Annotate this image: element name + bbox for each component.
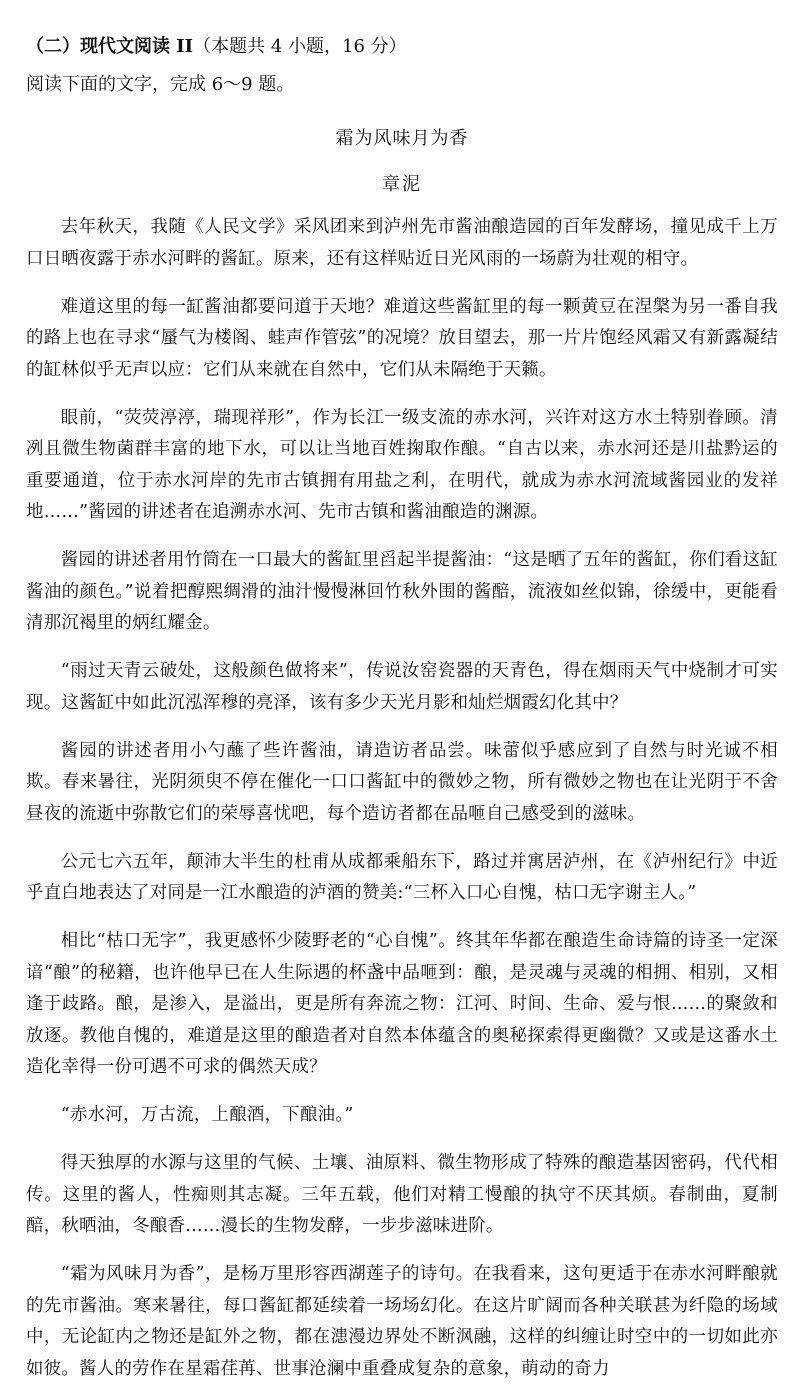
paragraph: “雨过天青云破处，这般颜色做将来”，传说汝窑瓷器的天青色，得在烟雨天气中烧制才可实现。这酱缸中如此沉泓浑穆的亮泽，该有多少天光月影和灿烂烟霞幻化其中？ xyxy=(26,661,778,713)
section-title: （二）现代文阅读 II xyxy=(26,36,194,57)
paragraph: 眼前，“荧荧渟渟，瑞现祥形”，作为长江一级支流的赤水河，兴许对这方水土特别眷顾。清冽且微生物菌群丰富的地下水，可以让当地百姓掬取作酿。“自古以来，赤水河还是川盐黔运的重要通道，位于赤水河岸的先市古镇拥有用盐之利，在明代，就成为赤水河流域酱园业的发祥地……”酱园的讲述者在追溯赤水河、先市古镇和酱油酿造的渊源。 xyxy=(26,407,778,522)
paragraph: 公元七六五年，颠沛大半生的杜甫从成都乘船东下，路过并寓居泸州，在《泸州纪行》中近乎直白地表达了对同是一江水酿造的泸酒的赞美:“三杯入口心自愧，枯口无字谢主人。” xyxy=(26,851,778,903)
section-heading xyxy=(26,34,778,60)
paragraph: 酱园的讲述者用小勺蘸了些许酱油，请造访者品尝。味蕾似乎感应到了自然与时光诚不相欺。春来暑往，光阴须臾不停在催化一口口酱缸中的微妙之物，所有微妙之物也在让光阴于不舍昼夜的流逝中弥散它们的荣辱喜忧吧，每个造访者都在品咂自己感受到的滋味。 xyxy=(26,740,778,824)
article-author: 章泥 xyxy=(382,174,422,195)
paragraph: 去年秋天，我随《人民文学》采风团来到泸州先市酱油酿造园的百年发酵场，撞见成千上万口日晒夜露于赤水河畔的酱缸。原来，还有这样贴近日光风雨的一场蔚为壮观的相守。 xyxy=(26,217,778,269)
paragraph: 酱园的讲述者用竹筒在一口最大的酱缸里舀起半提酱油：“这是晒了五年的酱缸，你们看这缸酱油的颜色。”说着把醇熙绸滑的油汁慢慢淋回竹秋外围的酱醅，流液如丝似锦，徐缓中，更能看清那沉褐里的炳红耀金。 xyxy=(26,550,778,633)
paragraph: “霜为风味月为香”，是杨万里形容西湖莲子的诗句。在我看来，这句更适于在赤水河畔酿就的先市酱油。寒来暑往，每口酱缸都延续着一场场幻化。在这片旷阔而各种关联甚为纤隐的场域中，无论缸内之物还是缸外之物，都在漶漫边界处不断沨融，这样的纠缠让时空中的一切如此亦如彼。酱人的劳作在星霜荏苒、世事沧澜中重叠成复杂的意象，萌动的奇力 xyxy=(26,1264,778,1379)
paragraph: 难道这里的每一缸酱油都要问道于天地？难道这些酱缸里的每一颗黄豆在涅槃为另一番自我的路上也在寻求“蜃气为楼阁、蛙声作管弦”的况境？放目望去，那一片片饱经风霜又有新露凝结的缸林似乎无声以应：它们从来就在自然中，它们从未隔绝于天籁。 xyxy=(26,296,778,380)
section-note: （本题共 4 小题，16 分） xyxy=(193,36,407,57)
paragraph: “赤水河，万古流，上酿酒，下酿油。” xyxy=(60,1105,354,1125)
article-title: 霜为风味月为香 xyxy=(335,128,469,149)
paragraph: 相比“枯口无字”，我更感怀少陵野老的“心自愧”。终其年华都在酿造生命诗篇的诗圣一定深谙“酿”的秘籍，也许他早已在人生际遇的杯盏中品咂到：酿，是灵魂与灵魂的相拥、相别，又相逢于歧路。酿，是渗入，是溢出，更是所有奔流之物：江河、时间、生命、爱与恨……的聚敛和放逐。教他自愧的，难道是这里的酿造者对自然本体蕴含的奥秘探索得更幽微？又或是这番水土造化幸得一份可遇不可求的偶然天成？ xyxy=(26,931,778,1077)
paragraph: 得天独厚的水源与这里的气候、土壤、油原料、微生物形成了特殊的酿造基因密码，代代相传。这里的酱人，性痴则其志凝。三年五载，他们对精工慢酿的执守不厌其烦。春制曲，夏制醅，秋晒油，冬酿香……漫长的生物发酵，一步步滋味进阶。 xyxy=(26,1153,778,1236)
reading-instruction: 阅读下面的文字，完成 6～9 题。 xyxy=(26,74,295,95)
article-body xyxy=(26,212,778,1385)
